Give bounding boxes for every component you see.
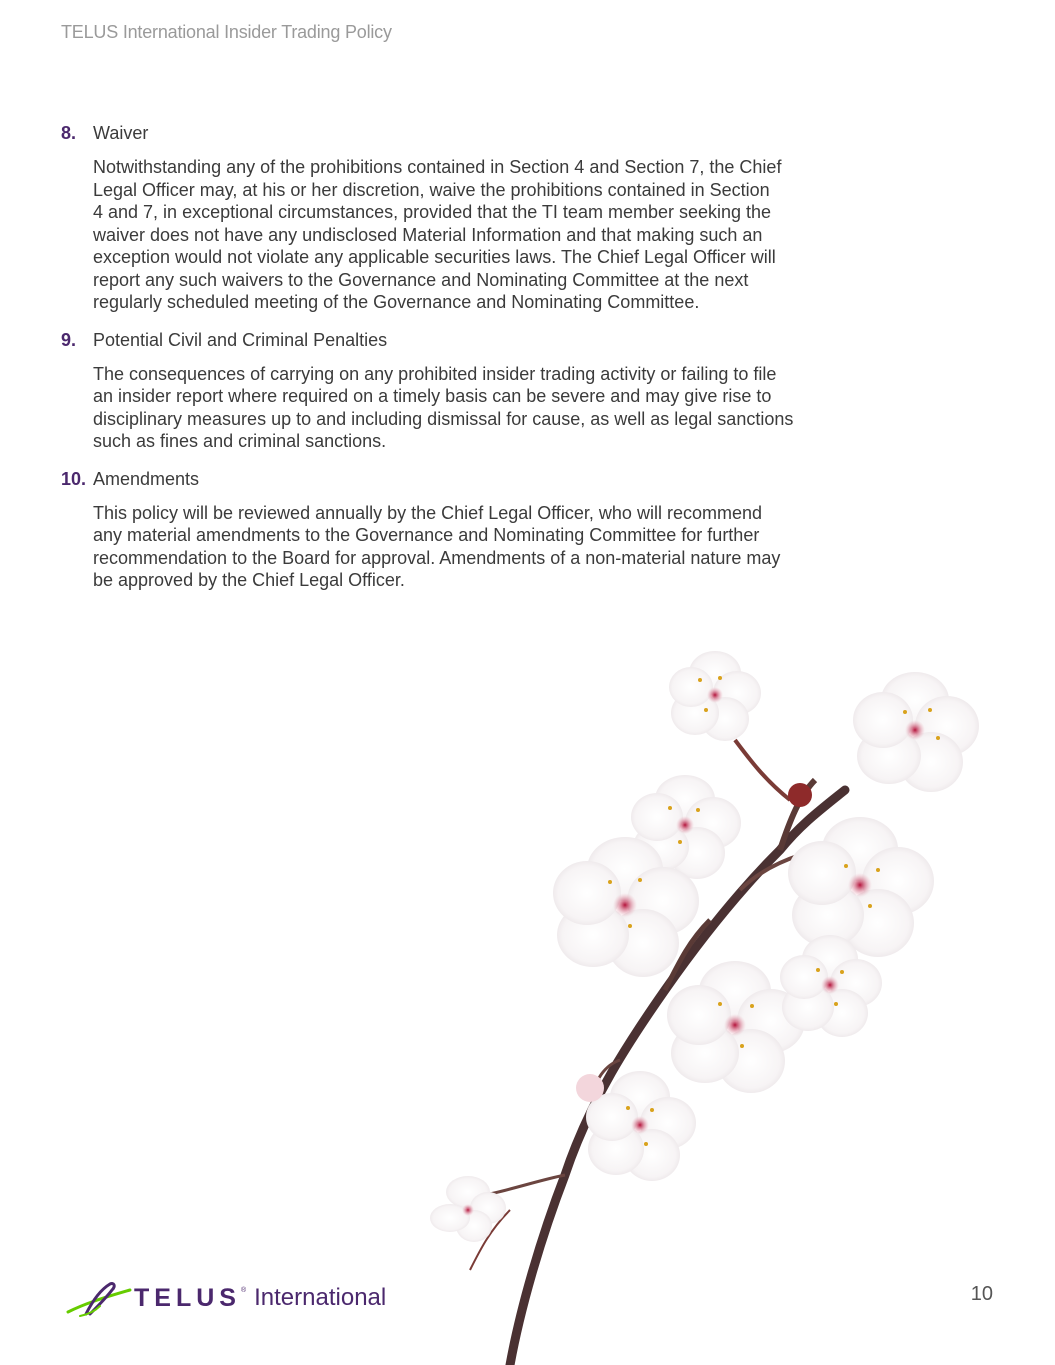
section-number: 10. [61, 468, 87, 489]
section-penalties [61, 330, 821, 453]
section-body [93, 502, 803, 592]
body-line: be approved by the Chief Legal Officer. [93, 570, 405, 590]
body-line: disciplinary measures up to and including dismissal for cause, as well as legal sanctions [93, 408, 794, 429]
logo-wordmark: TELUS [134, 1283, 241, 1312]
section-amendments [61, 469, 821, 592]
body-line: regularly scheduled meeting of the Governance and Nominating Committee. [93, 292, 700, 312]
section-body [93, 156, 803, 314]
telus-international-logo [66, 1278, 386, 1318]
body-line: any material amendments to the Governance and Nominating Committee for further [93, 525, 760, 545]
section-heading [61, 123, 821, 147]
body-line: such as fines and criminal sanctions. [93, 431, 387, 451]
body-line: Legal Officer may, at his or her discretion, waive the prohibitions contained in Section [93, 179, 770, 200]
section-number: 9. [61, 329, 77, 350]
body-line: Notwithstanding any of the prohibitions contained in Section 4 and Section 7, the Chief [93, 157, 782, 177]
section-title: Amendments [93, 468, 200, 489]
telus-leaf-icon [66, 1278, 132, 1318]
section-heading [61, 330, 821, 354]
logo-suffix: International [254, 1284, 387, 1311]
running-header: TELUS International Insider Trading Policy [61, 22, 392, 42]
body-line: an insider report where required on a timely basis can be severe and may give rise to [93, 386, 772, 406]
body-line: This policy will be reviewed annually by the Chief Legal Officer, who will recommend [93, 502, 762, 523]
section-number: 8. [61, 123, 77, 143]
body-line: report any such waivers to the Governance and Nominating Committee at the next [93, 269, 749, 290]
section-title: Waiver [93, 123, 149, 143]
section-heading [61, 469, 821, 493]
policy-sections [61, 123, 821, 608]
section-title: Potential Civil and Criminal Penalties [93, 329, 388, 350]
section-body [93, 363, 803, 453]
body-line: exception would not violate any applicable securities laws. The Chief Legal Officer will [93, 247, 776, 267]
body-line: 4 and 7, in exceptional circumstances, provided that the TI team member seeking the [93, 202, 772, 222]
page-number: 10 [970, 1283, 993, 1305]
body-line: recommendation to the Board for approval. Amendments of a non-material nature may [93, 547, 781, 568]
cherry-blossom-image [390, 620, 1030, 1365]
body-line: waiver does not have any undisclosed Material Information and that making such an [93, 224, 763, 245]
body-line: The consequences of carrying on any prohibited insider trading activity or failing to file [93, 363, 777, 384]
registered-mark: ® [240, 1286, 247, 1294]
section-waiver [61, 123, 821, 314]
